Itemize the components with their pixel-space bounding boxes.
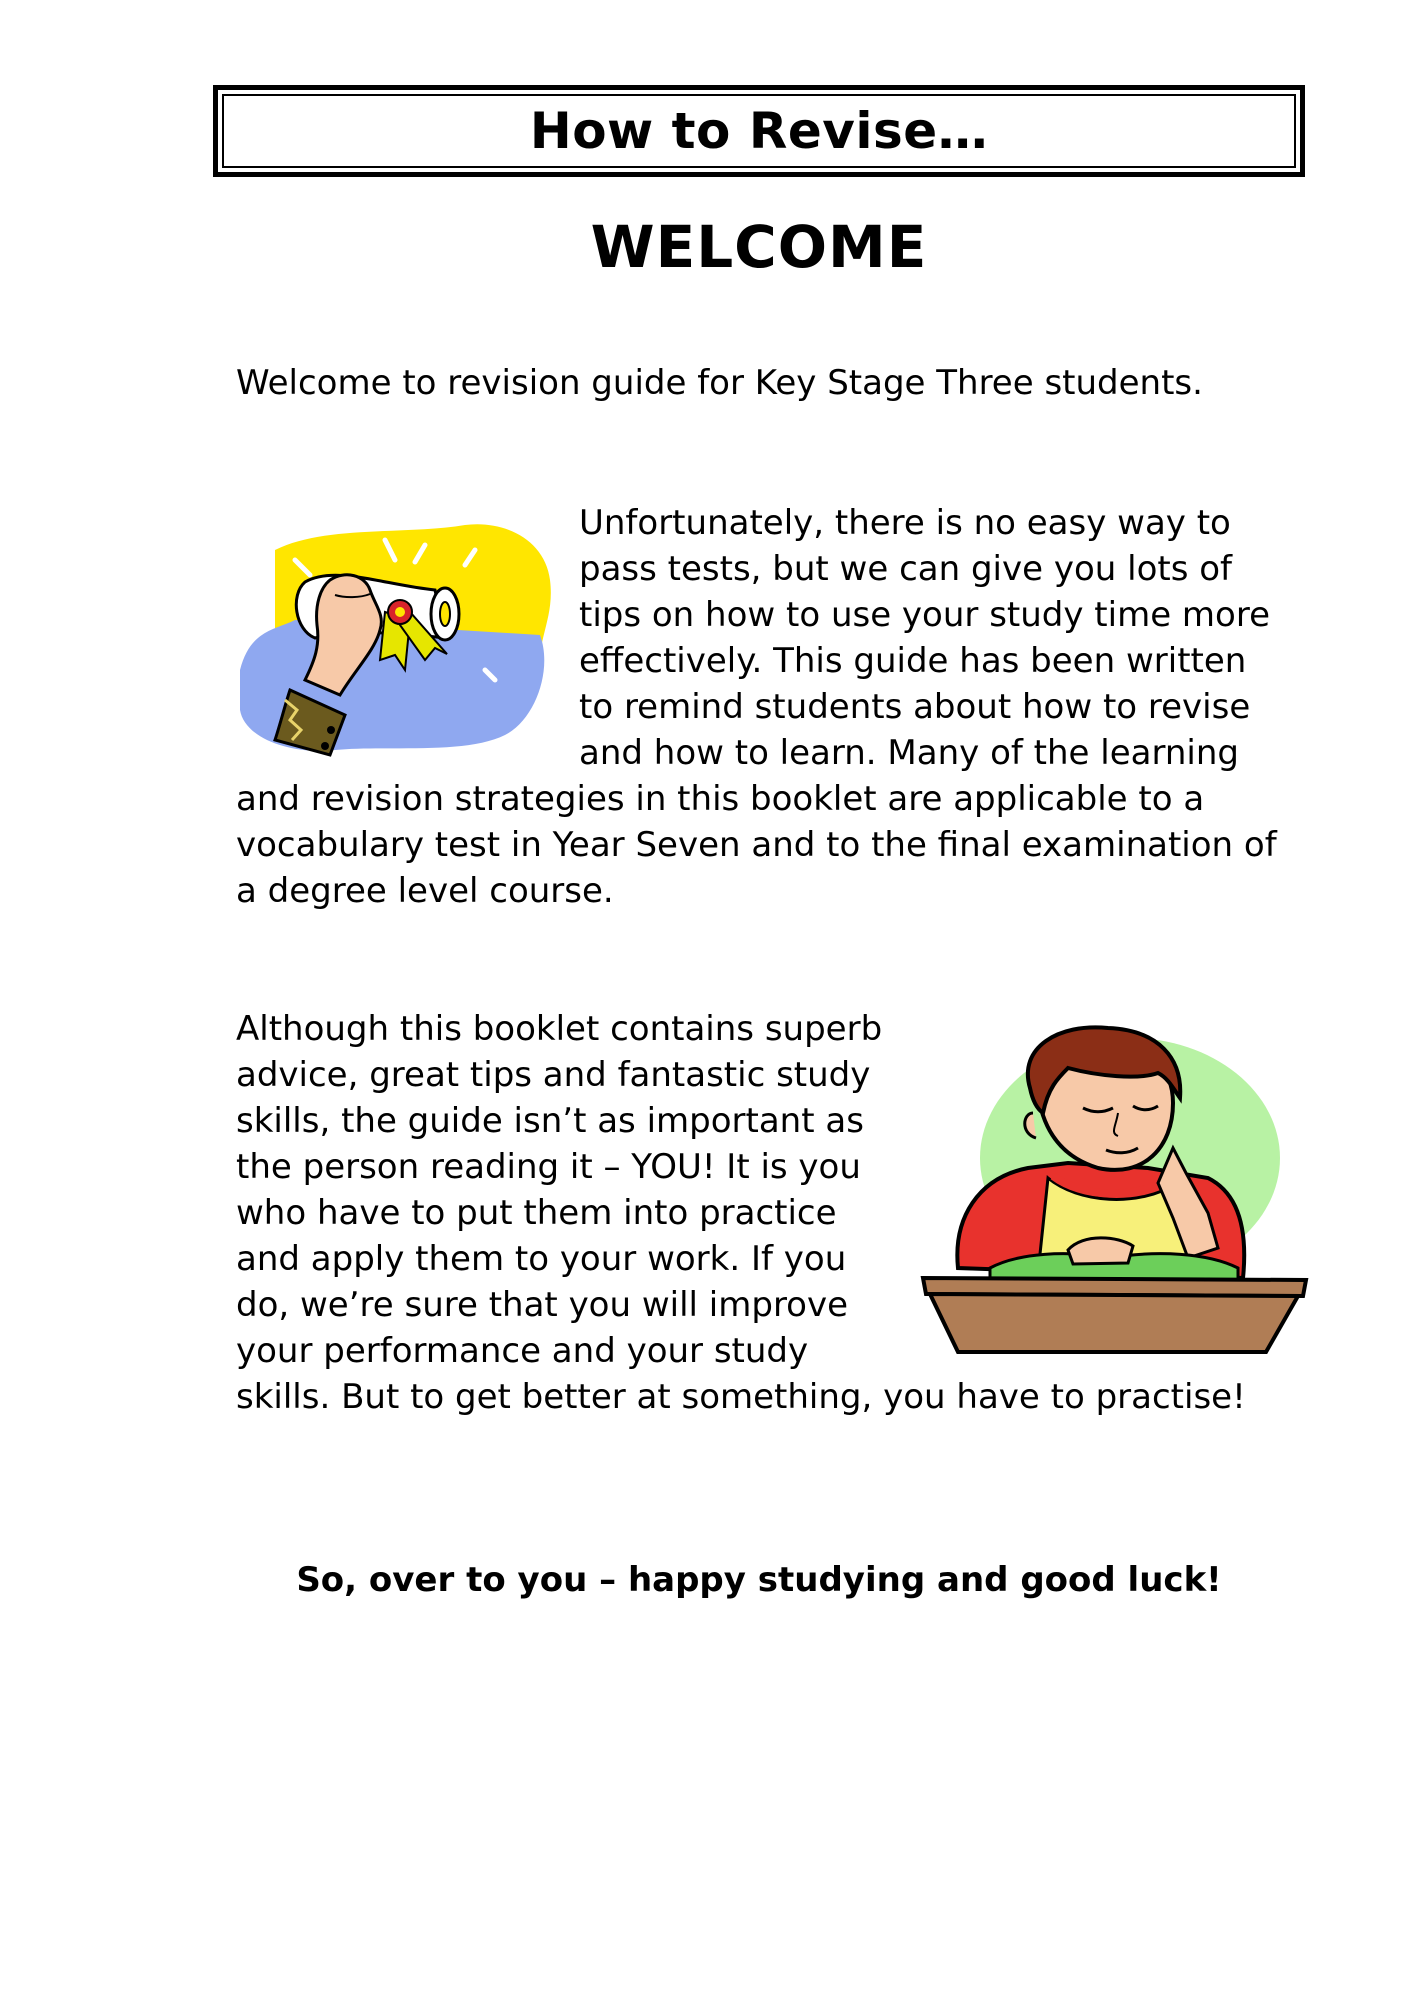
title-box — [213, 85, 1305, 177]
paragraph-line: tips on how to use your study time more — [579, 595, 1270, 635]
paragraph-line: and revision strategies in this booklet are applicable to a — [236, 779, 1205, 819]
paragraph-line: effectively. This guide has been written — [579, 641, 1247, 681]
paragraph-line: who have to put them into practice — [236, 1193, 837, 1233]
paragraph-line: Unfortunately, there is no easy way to — [579, 503, 1231, 543]
paragraph-line: skills. But to get better at something, you have to practise! — [236, 1377, 1246, 1417]
closing-message: So, over to you – happy studying and good luck! — [296, 1560, 1222, 1600]
student-reading-icon — [918, 1018, 1310, 1358]
paragraph-line: do, we’re sure that you will improve — [236, 1285, 849, 1325]
paragraph-line: advice, great tips and fantastic study — [236, 1055, 871, 1095]
paragraph-tests — [236, 500, 1277, 914]
page-title: How to Revise… — [529, 102, 989, 160]
welcome-heading: WELCOME — [590, 213, 928, 281]
paragraph-line: Although this booklet contains superb — [236, 1009, 883, 1049]
paragraph-line: vocabulary test in Year Seven and to the final examination of — [236, 825, 1277, 865]
paragraph-line: skills, the guide isn’t as important as — [236, 1101, 864, 1141]
paragraph-line: your performance and your study — [236, 1331, 809, 1371]
paragraph-line: and apply them to your work. If you — [236, 1239, 847, 1279]
title-box-inner — [222, 94, 1296, 168]
intro-text: Welcome to revision guide for Key Stage Three students. — [236, 363, 1203, 403]
paragraph-line: and how to learn. Many of the learning — [579, 733, 1239, 773]
paragraph-line: a degree level course. — [236, 871, 614, 911]
paragraph-line: pass tests, but we can give you lots of — [579, 549, 1232, 589]
paragraph-line: the person reading it – YOU! It is you — [236, 1147, 861, 1187]
paragraph-line: to remind students about how to revise — [579, 687, 1251, 727]
